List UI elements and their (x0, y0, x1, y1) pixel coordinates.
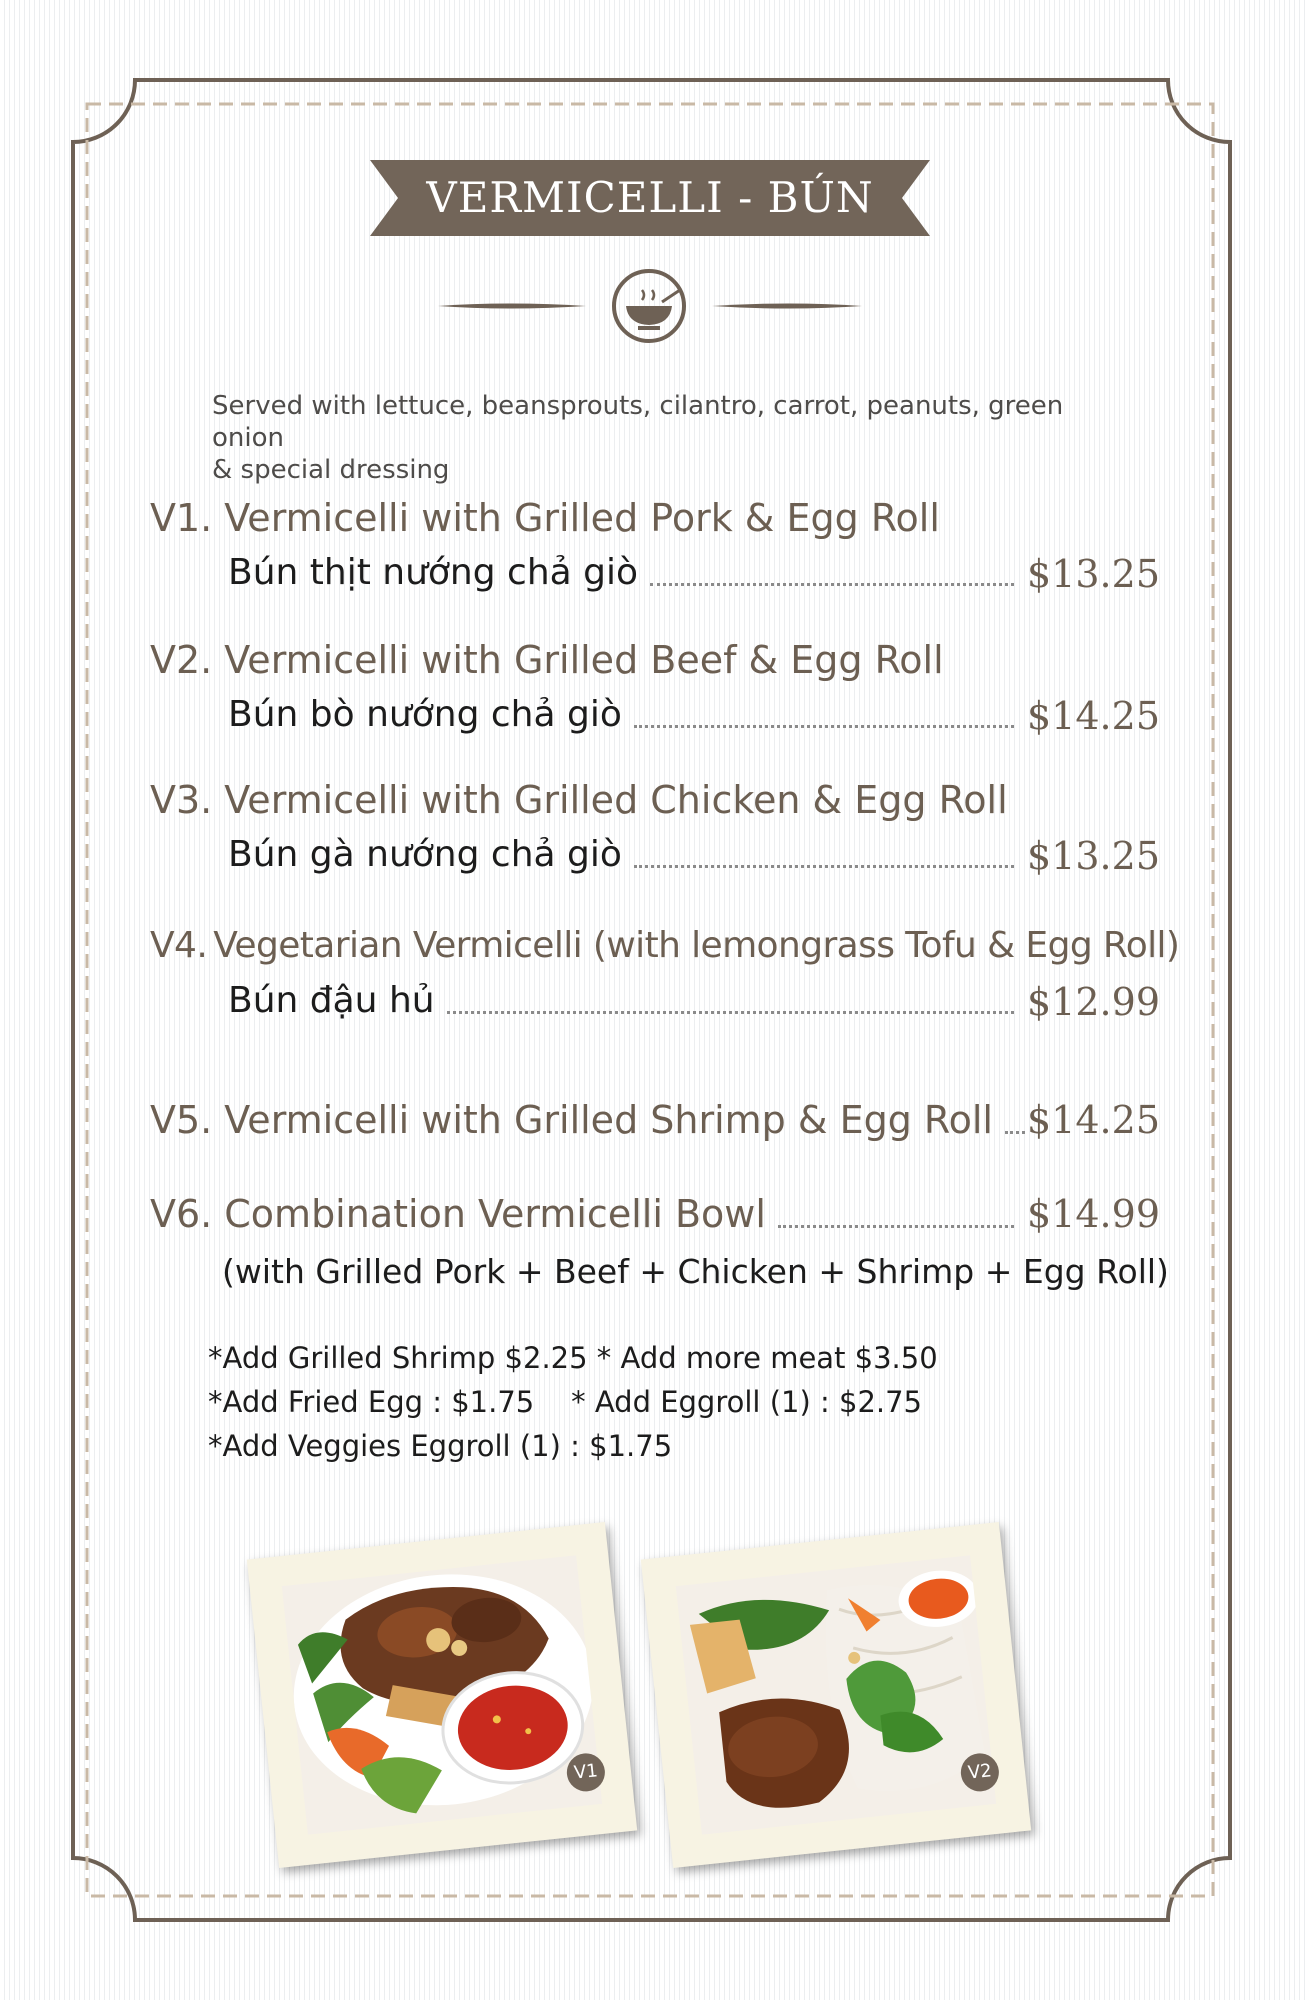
item-price: $13.25 (1027, 552, 1160, 596)
item-name: Combination Vermicelli Bowl (224, 1192, 766, 1236)
dot-leader (650, 583, 1014, 586)
photo-v1 (247, 1522, 637, 1868)
food-photo-v1 (282, 1555, 603, 1835)
item-code: V3. (150, 778, 213, 822)
dot-leader (634, 865, 1014, 868)
item-name: Vermicelli with Grilled Pork & Egg Roll (224, 496, 940, 540)
item-vietnamese-name: Bún bò nướng chả giò (228, 694, 622, 735)
item-name: Vegetarian Vermicelli (with lemongrass Tofu & Egg Roll) (213, 925, 1180, 966)
item-name: Vermicelli with Grilled Chicken & Egg Roll (224, 778, 1008, 822)
item-price: $14.25 (1027, 1098, 1160, 1142)
served-with-line-2: & special dressing (212, 455, 450, 485)
item-price: $14.25 (1027, 694, 1160, 738)
item-note: (with Grilled Pork + Beef + Chicken + Shrimp + Egg Roll) (222, 1252, 1169, 1291)
item-code: V2. (150, 638, 213, 682)
add-on-line-1: *Add Grilled Shrimp $2.25 * Add more meat $3.50 (208, 1341, 938, 1375)
served-with-note (212, 390, 1112, 486)
add-on-line-3: *Add Veggies Eggroll (1) : $1.75 (208, 1429, 673, 1463)
item-price: $12.99 (1027, 980, 1160, 1024)
add-on-line-2: *Add Fried Egg : $1.75 * Add Eggroll (1) : $2.75 (208, 1385, 923, 1419)
item-name: Vermicelli with Grilled Shrimp & Egg Roll (224, 1098, 993, 1142)
section-title: VERMICELLI - BÚN (426, 173, 874, 222)
section-banner (370, 160, 930, 236)
item-code: V5. (150, 1098, 213, 1142)
item-code: V1. (150, 496, 213, 540)
title-ornament (430, 268, 870, 348)
photo-v2 (641, 1522, 1031, 1868)
dot-leader (447, 1011, 1014, 1014)
served-with-line-1: Served with lettuce, beansprouts, cilantro, carrot, peanuts, green onion (212, 391, 1064, 453)
photo-badge: V2 (959, 1752, 1001, 1794)
photo-badge: V1 (565, 1752, 607, 1794)
item-vietnamese-name: Bún thịt nướng chả giò (228, 552, 639, 593)
food-photo-v2 (676, 1555, 997, 1835)
item-vietnamese-name: Bún gà nướng chả giò (228, 834, 622, 875)
add-ons (208, 1336, 988, 1468)
item-price: $13.25 (1027, 834, 1160, 878)
dot-leader (778, 1225, 1014, 1228)
soup-bowl-icon (614, 271, 684, 341)
item-name: Vermicelli with Grilled Beef & Egg Roll (224, 638, 944, 682)
item-price: $14.99 (1027, 1192, 1160, 1236)
dot-leader (1005, 1131, 1025, 1134)
item-code: V6. (150, 1192, 213, 1236)
item-code: V4. (150, 925, 208, 966)
dot-leader (634, 725, 1014, 728)
item-vietnamese-name: Bún đậu hủ (228, 980, 435, 1021)
